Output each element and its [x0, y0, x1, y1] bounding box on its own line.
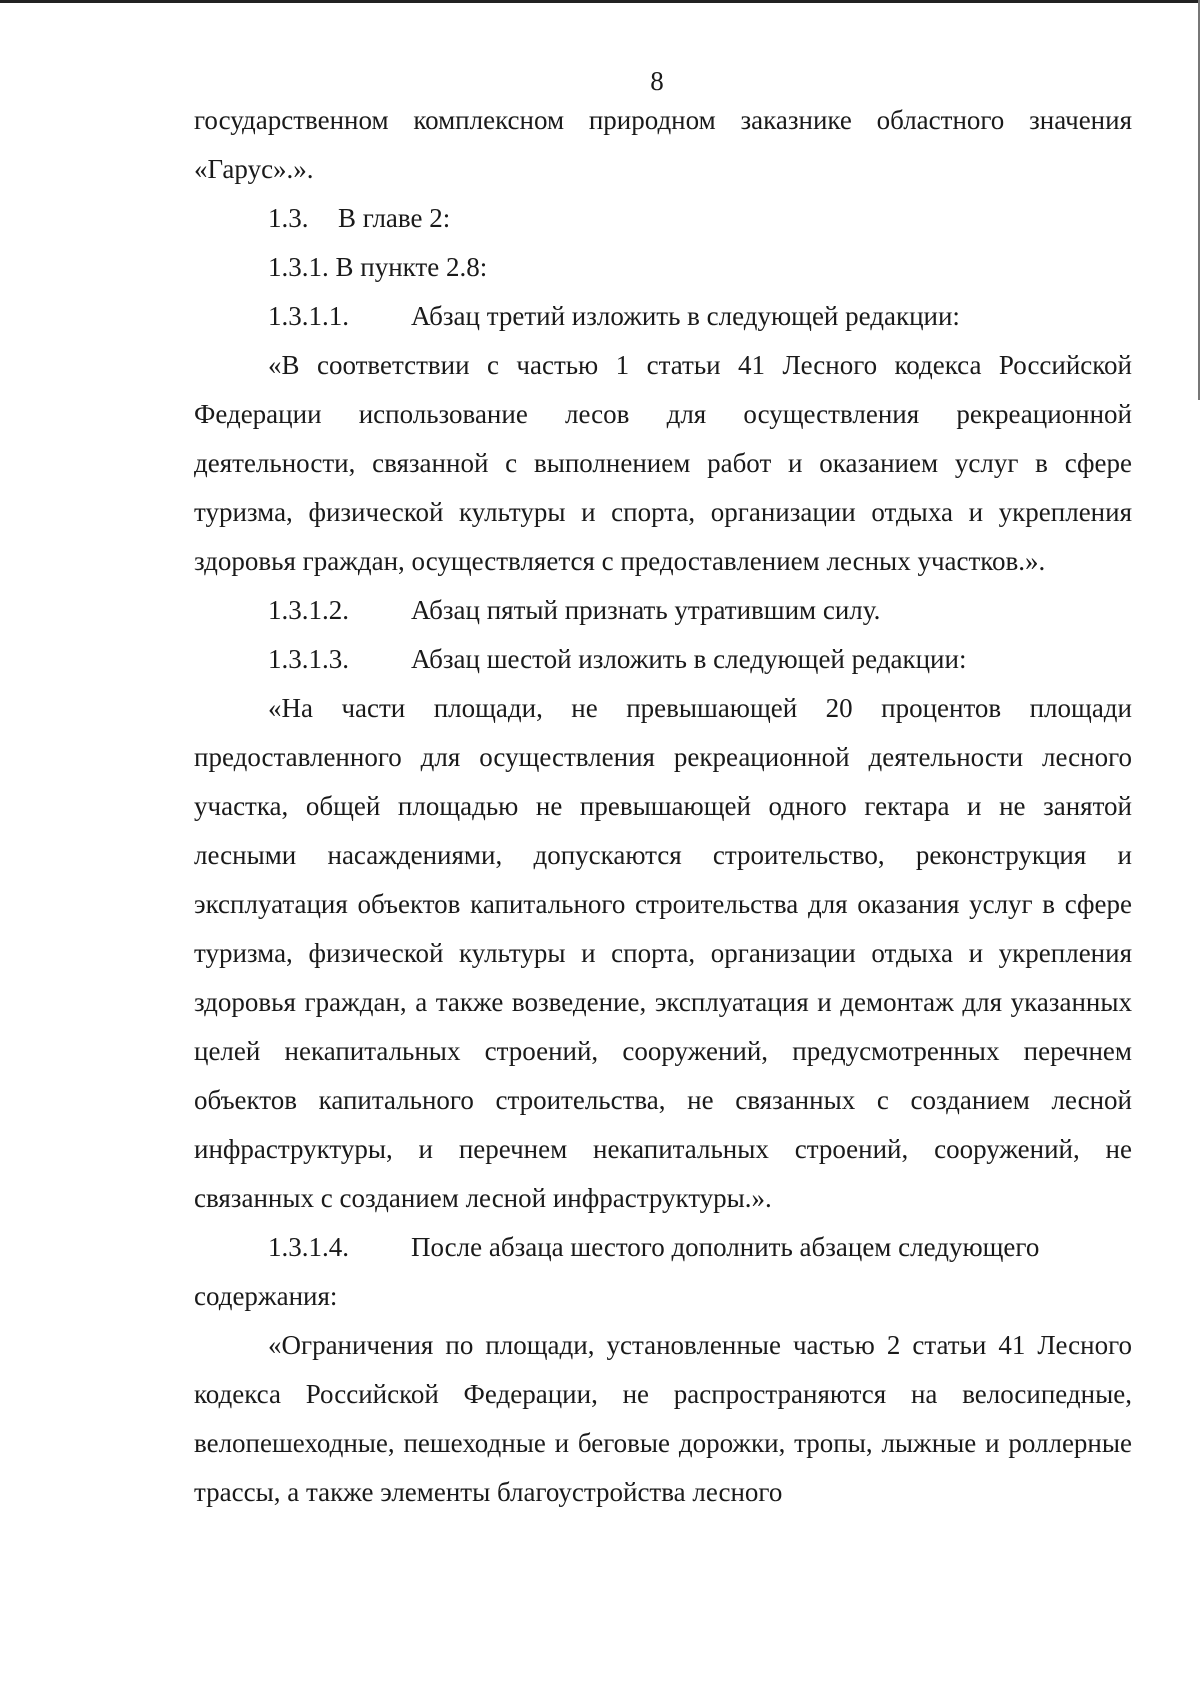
paragraph-item-1-3-1-2	[194, 586, 1132, 635]
paragraph-continuation: государственном комплексном природном заказнике областного значения «Гарус».».	[194, 105, 1132, 184]
item-number: 1.3.1.3.	[268, 644, 349, 674]
item-text-continued: содержания:	[194, 1281, 338, 1311]
quoted-paragraph-2: «На части площади, не превышающей 20 процентов площади предоставленного для осуществления рекреационной деятельности лесного участка, общей площадью не превышающей одного гектара и не занятой лесными насаждениями, допускаются строительство, реконструкция и эксплуатация объектов капитального строительства для оказания услуг в сфере туризма, физической культуры и спорта, организации отдыха и укрепления здоровья граждан, а также возведение, эксплуатация и демонтаж для указанных целей некапитальных строений, сооружений, предусмотренных перечнем объектов капитального строительства, не связанных с созданием лесной инфраструктуры, и перечнем некапитальных строений, сооружений, не связанных с созданием лесной инфраструктуры.».	[194, 693, 1132, 1213]
paragraph-item-1-3-1-1	[194, 292, 1132, 341]
item-text: Абзац третий изложить в следующей редакции:	[411, 301, 960, 331]
item-number: 1.3.	[268, 203, 309, 233]
paragraph-item-1-3-1-3	[194, 635, 1132, 684]
item-number: 1.3.1.1.	[268, 301, 349, 331]
item-number: 1.3.1.4.	[268, 1232, 349, 1262]
item-text: В главе 2:	[338, 203, 451, 233]
document-body	[194, 96, 1132, 1517]
item-text: После абзаца шестого дополнить абзацем следующего	[411, 1232, 1040, 1262]
item-number: 1.3.1.2.	[268, 595, 349, 625]
scan-top-edge	[0, 0, 1200, 3]
quoted-paragraph-3: «Ограничения по площади, установленные частью 2 статьи 41 Лесного кодекса Российской Федерации, не распространяются на велосипедные, велопешеходные, пешеходные и беговые дорожки, тропы, лыжные и роллерные трассы, а также элементы благоустройства лесного	[194, 1330, 1132, 1507]
paragraph-item-1-3-1: 1.3.1. В пункте 2.8:	[268, 252, 488, 282]
item-text: Абзац пятый признать утратившим силу.	[411, 595, 881, 625]
page-number: 8	[650, 66, 664, 96]
quoted-paragraph-1: «В соответствии с частью 1 статьи 41 Лесного кодекса Российской Федерации использование лесов для осуществления рекреационной деятельности, связанной с выполнением работ и оказанием услуг в сфере туризма, физической культуры и спорта, организации отдыха и укрепления здоровья граждан, осуществляется с предоставлением лесных участков.».	[194, 350, 1132, 576]
paragraph-item-1-3	[194, 194, 1132, 243]
paragraph-item-1-3-1-4	[194, 1223, 1132, 1272]
item-text: Абзац шестой изложить в следующей редакции:	[411, 644, 967, 674]
